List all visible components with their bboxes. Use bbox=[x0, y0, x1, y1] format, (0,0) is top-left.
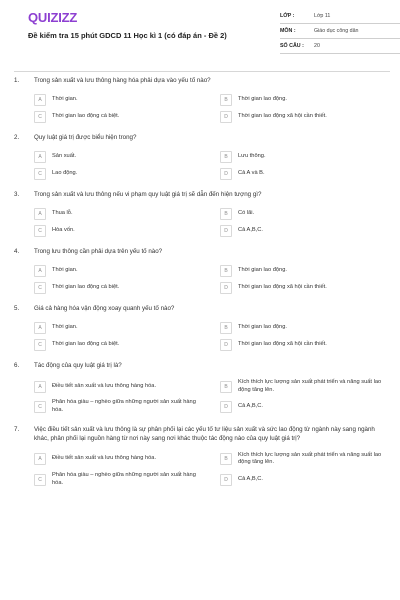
question-text: Giá cả hàng hóa vận động xoay quanh yếu tố nào? bbox=[34, 304, 175, 312]
question-item bbox=[14, 362, 390, 415]
option-letter-badge: B bbox=[220, 151, 232, 163]
option-text: Cả A,B,C. bbox=[238, 403, 263, 410]
answer-options bbox=[14, 452, 390, 488]
question-item bbox=[14, 248, 390, 294]
question-text: Việc điều tiết sản xuất và lưu thông là sự phân phối lại các yếu tố tư liệu sản xuất và sức lao động từ ngành này sang ngành khác, phân phối lại nguồn hàng từ nơi này sang nơi khác thuộc tác động nào của quy luật giá trị? bbox=[34, 425, 375, 442]
option-letter-badge: C bbox=[34, 282, 46, 294]
option-text: Thời gian lao động cá biệt. bbox=[52, 113, 120, 120]
answer-option[interactable] bbox=[220, 472, 390, 487]
option-text: Thời gian lao động. bbox=[238, 267, 287, 274]
answer-option[interactable] bbox=[34, 339, 204, 351]
worksheet-title: Đề kiểm tra 15 phút GDCD 11 Học kì 1 (có đáp án - Đề 2) bbox=[28, 31, 227, 40]
answer-option[interactable] bbox=[220, 94, 390, 106]
answer-options bbox=[14, 379, 390, 415]
option-text: Thời gian lao động. bbox=[238, 96, 287, 103]
answer-options bbox=[14, 94, 390, 123]
question-text: Quy luật giá trị được biểu hiện trong? bbox=[34, 133, 137, 141]
option-text: Thời gian lao động cá biệt. bbox=[52, 284, 120, 291]
option-text: Thời gian lao động cá biệt. bbox=[52, 341, 120, 348]
answer-option[interactable] bbox=[34, 322, 204, 334]
answer-option[interactable] bbox=[34, 151, 204, 163]
question-header bbox=[14, 77, 390, 86]
question-text: Trong sản xuất và lưu thông nếu vi phạm quy luật giá trị sẽ dẫn đến hiện tượng gì? bbox=[34, 190, 262, 198]
answer-option[interactable] bbox=[220, 168, 390, 180]
option-letter-badge: A bbox=[34, 94, 46, 106]
meta-label: LỚP : bbox=[280, 13, 295, 19]
option-letter-badge: B bbox=[220, 265, 232, 277]
question-header bbox=[14, 134, 390, 143]
answer-option[interactable] bbox=[34, 94, 204, 106]
answer-options bbox=[14, 265, 390, 294]
option-letter-badge: B bbox=[220, 453, 232, 465]
option-text: Lao động. bbox=[52, 170, 78, 177]
question-text: Trong sản xuất và lưu thông hàng hóa phải dựa vào yếu tố nào? bbox=[34, 77, 211, 84]
option-text: Phân hóa giàu – nghèo giữa những người sản xuất hàng hóa. bbox=[52, 399, 196, 413]
option-letter-badge: C bbox=[34, 168, 46, 180]
option-text: Lưu thông. bbox=[238, 153, 266, 160]
header-divider bbox=[14, 71, 390, 72]
option-text: Sản xuất. bbox=[52, 153, 77, 160]
answer-option[interactable] bbox=[34, 168, 204, 180]
option-text: Thua lỗ. bbox=[52, 210, 73, 217]
option-text: Phân hóa giàu – nghèo giữa những người sản xuất hàng hóa. bbox=[52, 472, 196, 486]
answer-option[interactable] bbox=[220, 379, 390, 394]
answer-option[interactable] bbox=[220, 208, 390, 220]
question-number: 3. bbox=[14, 190, 20, 198]
option-letter-badge: C bbox=[34, 401, 46, 413]
answer-option[interactable] bbox=[34, 282, 204, 294]
meta-value: Lớp 11 bbox=[314, 13, 331, 19]
option-letter-badge: D bbox=[220, 474, 232, 486]
meta-label: SỐ CÂU : bbox=[280, 43, 304, 49]
option-letter-badge: C bbox=[34, 339, 46, 351]
option-letter-badge: C bbox=[34, 225, 46, 237]
meta-label: MÔN : bbox=[280, 28, 296, 34]
question-text: Trong lưu thông cần phải dựa trên yếu tố nào? bbox=[34, 247, 163, 255]
question-header bbox=[14, 191, 390, 200]
question-header bbox=[14, 305, 390, 314]
option-letter-badge: C bbox=[34, 474, 46, 486]
answer-option[interactable] bbox=[34, 379, 204, 394]
worksheet-meta bbox=[280, 9, 400, 54]
meta-row-question-count bbox=[280, 39, 400, 54]
answer-option[interactable] bbox=[34, 111, 204, 123]
option-text: Thời gian. bbox=[52, 267, 78, 274]
meta-value: 20 bbox=[314, 43, 320, 49]
answer-option[interactable] bbox=[220, 151, 390, 163]
question-item bbox=[14, 426, 390, 488]
question-header bbox=[14, 362, 390, 371]
option-letter-badge: D bbox=[220, 401, 232, 413]
option-text: Có lãi. bbox=[238, 210, 255, 217]
meta-row-class bbox=[280, 9, 400, 24]
question-item bbox=[14, 77, 390, 123]
option-letter-badge: B bbox=[220, 94, 232, 106]
question-number: 5. bbox=[14, 304, 20, 312]
option-letter-badge: A bbox=[34, 453, 46, 465]
answer-option[interactable] bbox=[34, 225, 204, 237]
option-letter-badge: A bbox=[34, 151, 46, 163]
option-text: Thời gian lao động xã hội cần thiết. bbox=[238, 113, 327, 120]
option-letter-badge: B bbox=[220, 208, 232, 220]
answer-option[interactable] bbox=[220, 322, 390, 334]
meta-row-subject bbox=[280, 24, 400, 39]
question-number: 1. bbox=[14, 77, 20, 84]
option-letter-badge: D bbox=[220, 168, 232, 180]
option-letter-badge: D bbox=[220, 339, 232, 351]
option-text: Cả A và B. bbox=[238, 170, 265, 177]
answer-option[interactable] bbox=[220, 111, 390, 123]
answer-option[interactable] bbox=[220, 225, 390, 237]
option-text: Kích thích lực lượng sản xuất phát triển và năng suất lao động tăng lên. bbox=[238, 378, 382, 393]
option-letter-badge: D bbox=[220, 282, 232, 294]
question-header bbox=[14, 426, 390, 444]
option-letter-badge: A bbox=[34, 208, 46, 220]
option-letter-badge: C bbox=[34, 111, 46, 123]
question-number: 7. bbox=[14, 425, 20, 433]
option-text: Thời gian lao động. bbox=[238, 324, 287, 331]
question-item bbox=[14, 191, 390, 237]
option-letter-badge: D bbox=[220, 111, 232, 123]
answer-options bbox=[14, 322, 390, 351]
option-letter-badge: D bbox=[220, 225, 232, 237]
option-letter-badge: B bbox=[220, 322, 232, 334]
question-item bbox=[14, 134, 390, 180]
answer-option[interactable] bbox=[220, 339, 390, 351]
option-text: Thời gian lao động xã hội cần thiết. bbox=[238, 284, 327, 291]
answer-option[interactable] bbox=[34, 265, 204, 277]
answer-option[interactable] bbox=[220, 265, 390, 277]
question-header bbox=[14, 248, 390, 257]
option-text: Thời gian. bbox=[52, 96, 78, 103]
option-text: Hòa vốn. bbox=[52, 227, 75, 234]
option-letter-badge: A bbox=[34, 381, 46, 393]
answer-option[interactable] bbox=[34, 452, 204, 467]
option-letter-badge: A bbox=[34, 265, 46, 277]
option-text: Kích thích lực lượng sản xuất phát triển và năng suất lao động tăng lên. bbox=[238, 451, 382, 466]
question-text: Tác động của quy luật giá trị là? bbox=[34, 361, 122, 369]
page-header bbox=[14, 0, 386, 70]
option-text: Cả A,B,C. bbox=[238, 475, 263, 482]
option-text: Cả A,B,C. bbox=[238, 227, 263, 234]
question-number: 6. bbox=[14, 361, 20, 369]
question-list bbox=[14, 77, 390, 498]
option-letter-badge: B bbox=[220, 381, 232, 393]
option-text: Thời gian. bbox=[52, 324, 78, 331]
question-number: 2. bbox=[14, 133, 20, 141]
option-text: Điều tiết sản xuất và lưu thông hàng hóa. bbox=[52, 455, 157, 462]
answer-options bbox=[14, 208, 390, 237]
quizizz-logo: QUIZIZZ bbox=[28, 10, 78, 25]
answer-option[interactable] bbox=[220, 399, 390, 414]
answer-option[interactable] bbox=[220, 282, 390, 294]
answer-option[interactable] bbox=[34, 208, 204, 220]
option-letter-badge: A bbox=[34, 322, 46, 334]
question-number: 4. bbox=[14, 247, 20, 255]
option-text: Thời gian lao động xã hội cần thiết. bbox=[238, 341, 327, 348]
answer-option[interactable] bbox=[34, 399, 204, 414]
answer-option[interactable] bbox=[220, 452, 390, 467]
option-text: Điều tiết sản xuất và lưu thông hàng hóa. bbox=[52, 382, 157, 389]
question-item bbox=[14, 305, 390, 351]
answer-option[interactable] bbox=[34, 472, 204, 487]
meta-value: Giáo dục công dân bbox=[314, 28, 359, 34]
answer-options bbox=[14, 151, 390, 180]
